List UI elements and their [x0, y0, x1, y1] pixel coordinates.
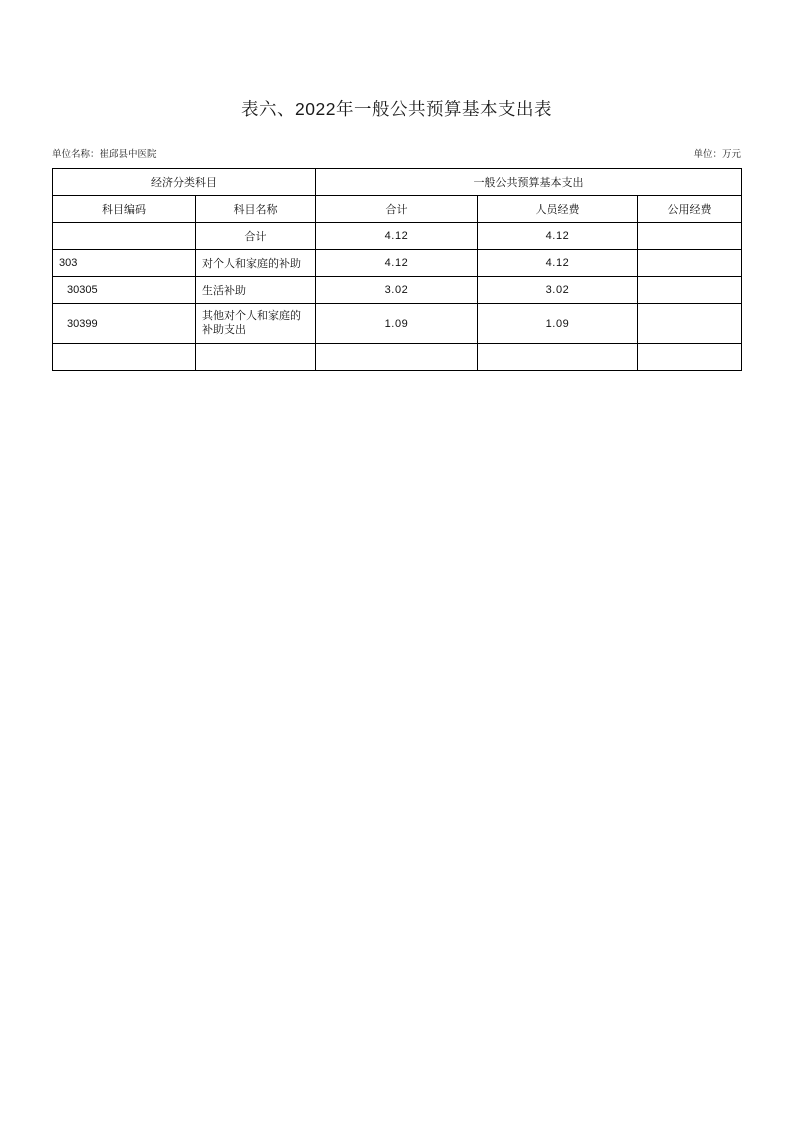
table-row-total [53, 223, 742, 250]
row-code: 30305 [53, 277, 196, 304]
row-personnel: 1.09 [478, 304, 638, 344]
row-total: 3.02 [316, 277, 478, 304]
total-row-total: 4.12 [316, 223, 478, 250]
row-public [638, 344, 742, 371]
row-name [196, 344, 316, 371]
row-personnel: 3.02 [478, 277, 638, 304]
row-code: 303 [53, 250, 196, 277]
row-personnel [478, 344, 638, 371]
header-group-general-public-budget: 一般公共预算基本支出 [316, 169, 742, 196]
unit-measure-label: 单位：万元 [693, 149, 741, 160]
table-row [53, 277, 742, 304]
header-group-economic-classification: 经济分类科目 [53, 169, 316, 196]
column-header-name: 科目名称 [196, 196, 316, 223]
row-name: 生活补助 [196, 277, 316, 304]
row-code: 30399 [53, 304, 196, 344]
page-title: 表六、2022年一般公共预算基本支出表 [241, 99, 552, 119]
column-header-total: 合计 [316, 196, 478, 223]
table-header-group-row [53, 169, 742, 196]
table-header-columns-row [53, 196, 742, 223]
row-public [638, 250, 742, 277]
row-public [638, 277, 742, 304]
total-row-code [53, 223, 196, 250]
column-header-code: 科目编码 [53, 196, 196, 223]
total-row-personnel: 4.12 [478, 223, 638, 250]
row-total: 4.12 [316, 250, 478, 277]
row-total: 1.09 [316, 304, 478, 344]
budget-table [52, 168, 742, 371]
row-name: 其他对个人和家庭的补助支出 [196, 304, 316, 344]
row-total [316, 344, 478, 371]
row-name: 对个人和家庭的补助 [196, 250, 316, 277]
row-personnel: 4.12 [478, 250, 638, 277]
column-header-public: 公用经费 [638, 196, 742, 223]
table-row [53, 250, 742, 277]
total-row-public [638, 223, 742, 250]
table-row [53, 304, 742, 344]
table-meta-row [52, 146, 741, 160]
total-row-name: 合计 [196, 223, 316, 250]
column-header-personnel: 人员经费 [478, 196, 638, 223]
unit-name-label: 单位名称：崔邱县中医院 [52, 149, 157, 160]
table-row [53, 344, 742, 371]
row-code [53, 344, 196, 371]
row-public [638, 304, 742, 344]
